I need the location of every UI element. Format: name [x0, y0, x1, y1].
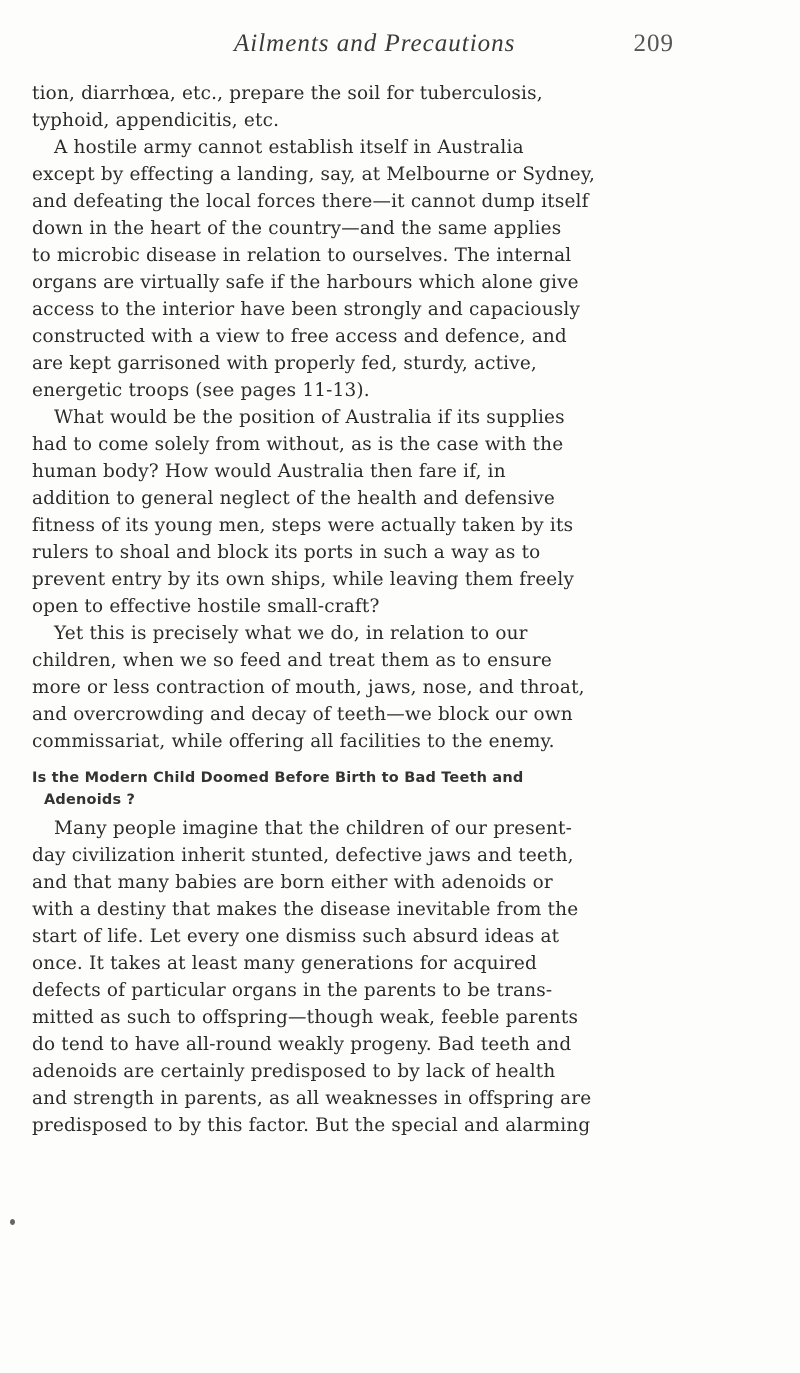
- running-head: [234, 30, 674, 62]
- text-line: access to the interior have been strongly and capaciously: [32, 299, 581, 320]
- text-line: organs are virtually safe if the harbours which alone give: [32, 272, 579, 293]
- text-line: rulers to shoal and block its ports in such a way as to: [32, 542, 541, 563]
- text-line: adenoids are certainly predisposed to by lack of health: [32, 1061, 556, 1082]
- text-line: start of life. Let every one dismiss such absurd ideas at: [32, 926, 560, 947]
- text-line: had to come solely from without, as is the case with the: [32, 434, 564, 455]
- text-line: addition to general neglect of the health and defensive: [32, 488, 555, 509]
- text-line: day civilization inherit stunted, defective jaws and teeth,: [32, 845, 574, 866]
- text-line: Many people imagine that the children of our present-: [54, 818, 573, 839]
- text-line: once. It takes at least many generations for acquired: [32, 953, 537, 974]
- paragraph-australia-supplies: [32, 404, 768, 620]
- text-line: mitted as such to offspring—though weak, feeble parents: [32, 1007, 579, 1028]
- text-line: constructed with a view to free access and defence, and: [32, 326, 567, 347]
- text-line: do tend to have all-round weakly progeny. Bad teeth and: [32, 1034, 572, 1055]
- text-line: children, when we so feed and treat them as to ensure: [32, 650, 553, 671]
- paragraph-children: [32, 620, 768, 755]
- text-line: are kept garrisoned with properly fed, sturdy, active,: [32, 353, 537, 374]
- text-line: and strength in parents, as all weaknesses in offspring are: [32, 1088, 592, 1109]
- text-line: down in the heart of the country—and the same applies: [32, 218, 562, 239]
- paragraph-continuation: [32, 80, 768, 134]
- text-line: and defeating the local forces there—it cannot dump itself: [32, 191, 589, 212]
- section-heading-line: Is the Modern Child Doomed Before Birth to Bad Teeth and: [32, 770, 524, 786]
- text-line: tion, diarrhœa, etc., prepare the soil for tuberculosis,: [32, 83, 543, 104]
- text-line: energetic troops (see pages 11-13).: [32, 380, 370, 401]
- section-heading-line: Adenoids ?: [44, 792, 136, 808]
- text-line: What would be the position of Australia if its supplies: [54, 407, 565, 428]
- text-line: A hostile army cannot establish itself in Australia: [54, 137, 524, 158]
- text-line: and overcrowding and decay of teeth—we block our own: [32, 704, 573, 725]
- text-line: prevent entry by its own ships, while leaving them freely: [32, 569, 575, 590]
- text-line: human body? How would Australia then fare if, in: [32, 461, 506, 482]
- paragraph-inheritance: [32, 815, 768, 1139]
- text-line: defects of particular organs in the parents to be trans-: [32, 980, 553, 1001]
- text-line: open to effective hostile small-craft?: [32, 596, 380, 617]
- text-line: with a destiny that makes the disease inevitable from the: [32, 899, 579, 920]
- text-line: Yet this is precisely what we do, in relation to our: [54, 623, 528, 644]
- text-line: more or less contraction of mouth, jaws, nose, and throat,: [32, 677, 585, 698]
- ink-speck: [10, 1219, 15, 1225]
- text-line: commissariat, while offering all facilities to the enemy.: [32, 731, 555, 752]
- text-line: predisposed to by this factor. But the special and alarming: [32, 1115, 591, 1136]
- text-line: fitness of its young men, steps were actually taken by its: [32, 515, 574, 536]
- running-head-title: Ailments and Precautions: [234, 30, 516, 57]
- paragraph-hostile-army: [32, 134, 768, 404]
- text-line: typhoid, appendicitis, etc.: [32, 110, 280, 131]
- page-number: 209: [633, 30, 674, 57]
- body-text: [32, 80, 768, 1139]
- text-line: to microbic disease in relation to ourselves. The internal: [32, 245, 572, 266]
- section-heading: [32, 767, 768, 811]
- text-line: and that many babies are born either with adenoids or: [32, 872, 553, 893]
- text-line: except by effecting a landing, say, at Melbourne or Sydney,: [32, 164, 596, 185]
